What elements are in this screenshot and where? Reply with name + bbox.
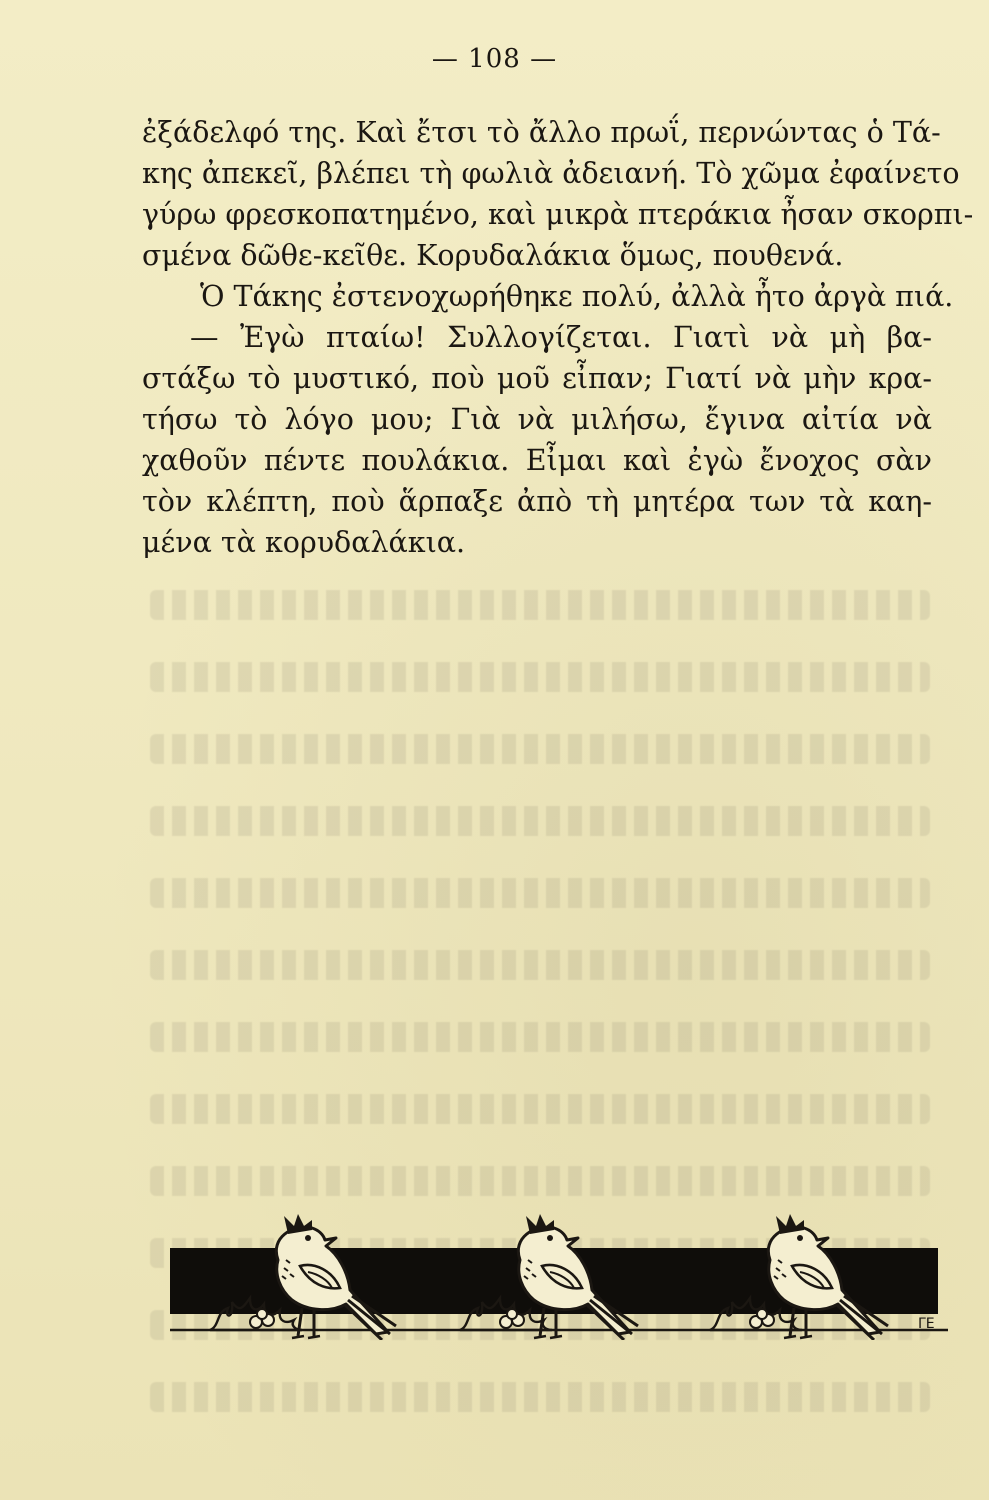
text-line: σμένα δῶθε-κεῖθε. Κορυδαλάκια ὅμως, πουθενά.: [142, 239, 844, 272]
illustrator-monogram: ΓΕ: [918, 1316, 935, 1332]
text-line: τήσω τὸ λόγο μου; Γιὰ νὰ μιλήσω, ἔγινα αἰτία νὰ: [142, 403, 932, 436]
page-number: — 108 —: [431, 44, 558, 74]
text-line: κης ἀπεκεῖ, βλέπει τὴ φωλιὰ ἀδειανή. Τὸ χῶμα ἐφαίνετο: [142, 157, 960, 190]
text-line: γύρω φρεσκοπατημένο, καὶ μικρὰ πτεράκια ἦσαν σκορπι-: [142, 198, 974, 231]
text-line: ἐξάδελφό της. Καὶ ἔτσι τὸ ἄλλο πρωΐ, περνώντας ὁ Τά-: [142, 116, 941, 149]
text-line: τὸν κλέπτη, ποὺ ἅρπαξε ἀπὸ τὴ μητέρα των τὰ καη-: [142, 485, 932, 518]
text-line: χαθοῦν πέντε πουλάκια. Εἶμαι καὶ ἐγὼ ἔνοχος σὰν: [142, 444, 932, 477]
larks-illustration: [170, 1190, 950, 1340]
text-line: μένα τὰ κορυδαλάκια.: [142, 526, 466, 559]
text-line: στάξω τὸ μυστικό, ποὺ μοῦ εἶπαν; Γιατί νὰ μὴν κρα-: [142, 362, 932, 395]
body-text: [142, 112, 974, 563]
text-line: Ὁ Τάκης ἐστενοχωρήθηκε πολύ, ἀλλὰ ἦτο ἀργὰ πιά.: [200, 280, 954, 313]
text-line: — Ἐγὼ πταίω! Συλλογίζεται. Γιατὶ νὰ μὴ βα-: [190, 321, 932, 354]
